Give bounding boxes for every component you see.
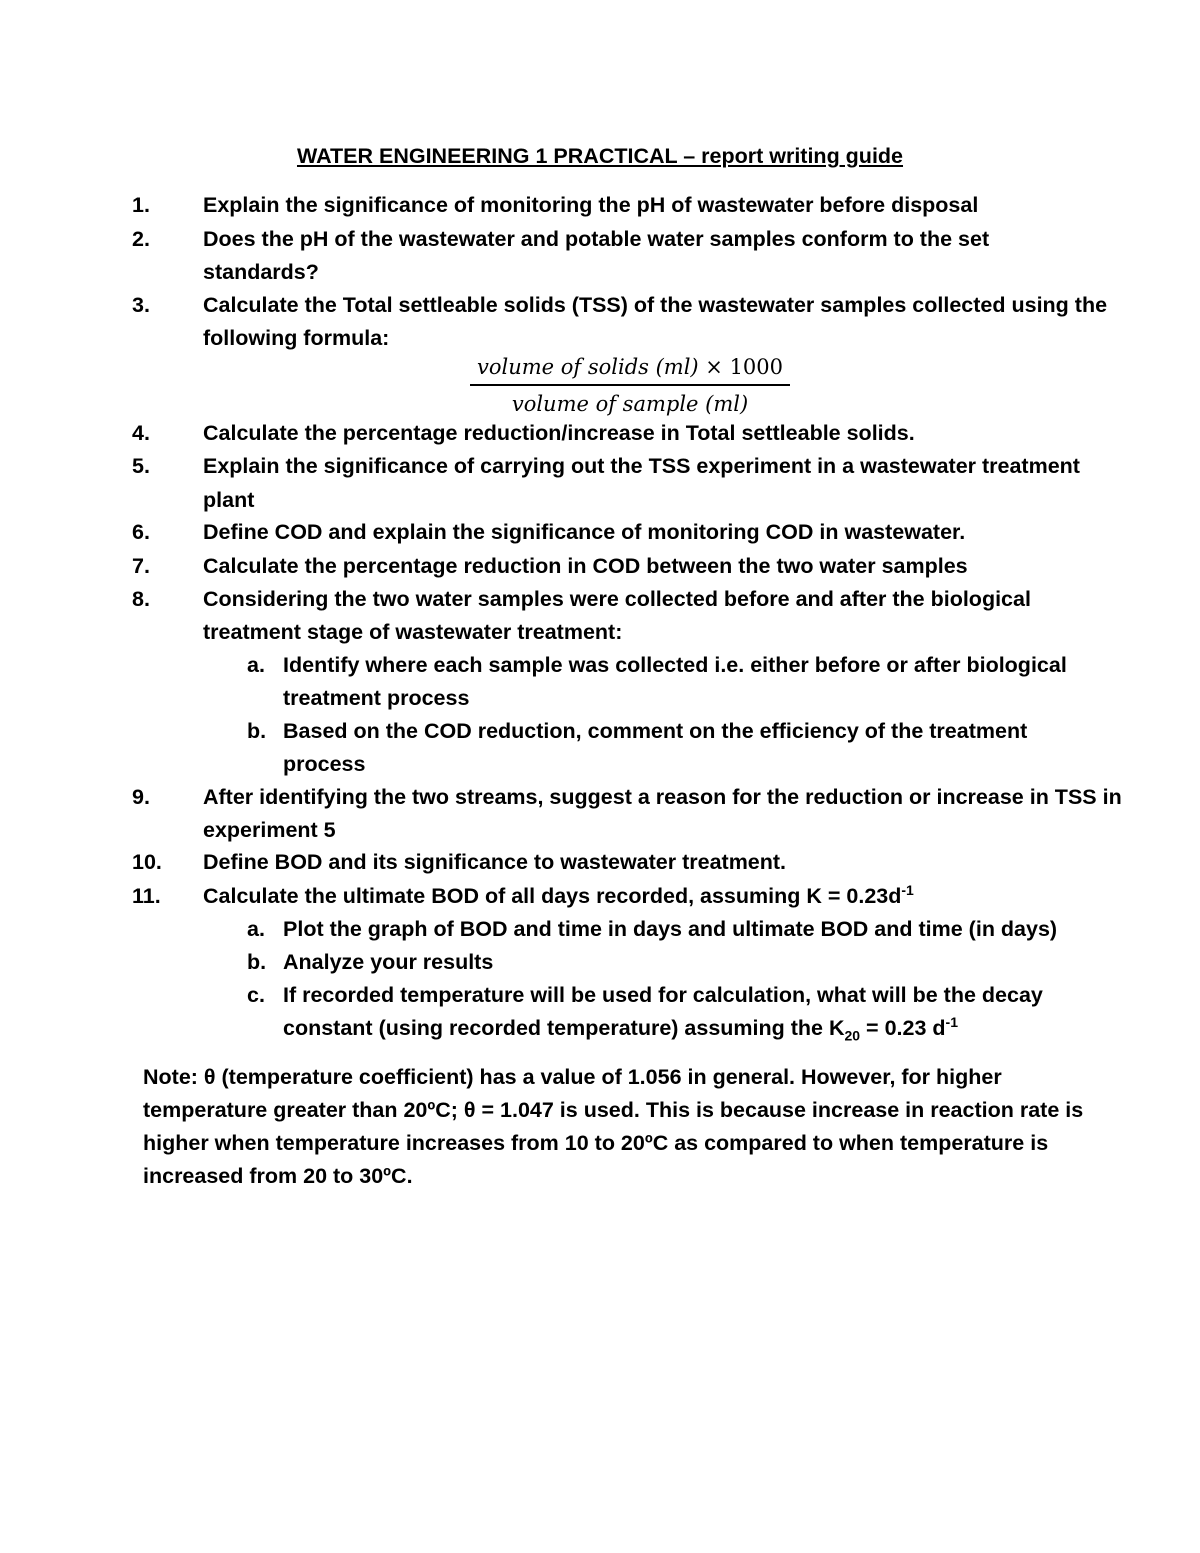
item-9-text-line-2: experiment 5 — [203, 818, 336, 842]
item-9-text-line-1: After identifying the two streams, suggest a reason for the reduction or increase in TSS in — [203, 785, 1122, 809]
formula-times-1000: × 1000 — [705, 355, 784, 379]
item-6-text: Define COD and explain the significance of monitoring COD in wastewater. — [203, 520, 966, 544]
item-8-text-line-2: treatment stage of wastewater treatment: — [203, 620, 623, 644]
item-2-number: 2. — [132, 227, 150, 251]
item-7-text: Calculate the percentage reduction in COD between the two water samples — [203, 554, 968, 578]
item-1-text: Explain the significance of monitoring the pH of wastewater before disposal — [203, 193, 979, 217]
item-11a-text: Plot the graph of BOD and time in days and ultimate BOD and time (in days) — [283, 917, 1058, 941]
tss-formula — [470, 352, 790, 418]
item-8b-text-line-1: Based on the COD reduction, comment on the efficiency of the treatment — [283, 719, 1028, 743]
item-11-superscript: -1 — [901, 881, 914, 898]
item-11c-text-line-1: If recorded temperature will be used for calculation, what will be the decay — [283, 983, 1043, 1007]
item-11a-letter: a. — [247, 917, 265, 941]
item-11c-text-line-2 — [283, 1013, 958, 1044]
item-8-text-line-1: Considering the two water samples were collected before and after the biological — [203, 587, 1031, 611]
item-11c-letter: c. — [247, 983, 265, 1007]
item-11-text — [203, 881, 914, 908]
item-11b-letter: b. — [247, 950, 267, 974]
item-4-text: Calculate the percentage reduction/increase in Total settleable solids. — [203, 421, 915, 445]
item-11-text-main: Calculate the ultimate BOD of all days recorded, assuming K = 0.23d — [203, 884, 902, 908]
item-5-text-line-1: Explain the significance of carrying out the TSS experiment in a wastewater treatment — [203, 454, 1080, 478]
item-8a-letter: a. — [247, 653, 265, 677]
document-title: WATER ENGINEERING 1 PRACTICAL – report writing guide — [296, 144, 904, 168]
item-1-number: 1. — [132, 193, 150, 217]
item-11-number: 11. — [132, 884, 161, 908]
note-line-2: temperature greater than 20ºC; θ = 1.047 is used. This is because increase in reaction rate is — [143, 1098, 1084, 1122]
item-10-text: Define BOD and its significance to wastewater treatment. — [203, 850, 787, 874]
item-3-text-line-2: following formula: — [203, 326, 390, 350]
item-10-number: 10. — [132, 850, 162, 874]
item-2-text-line-2: standards? — [203, 260, 319, 284]
formula-fraction-bar — [470, 384, 790, 386]
item-11c-subscript: 20 — [844, 1027, 861, 1044]
item-11b-text: Analyze your results — [283, 950, 494, 974]
item-3-number: 3. — [132, 293, 150, 317]
item-5-number: 5. — [132, 454, 150, 478]
item-5-text-line-2: plant — [203, 488, 255, 512]
item-11c-line2-pre: constant (using recorded temperature) assuming the K — [283, 1016, 845, 1040]
item-11c-superscript: -1 — [945, 1013, 958, 1030]
item-8a-text-line-1: Identify where each sample was collected i.e. either before or after biological — [283, 653, 1067, 677]
item-8a-text-line-2: treatment process — [283, 686, 470, 710]
item-3-text-line-1: Calculate the Total settleable solids (TSS) of the wastewater samples collected using the — [203, 293, 1108, 317]
item-2-text-line-1: Does the pH of the wastewater and potable water samples conform to the set — [203, 227, 990, 251]
item-8b-text-line-2: process — [283, 752, 366, 776]
item-7-number: 7. — [132, 554, 150, 578]
formula-numerator — [470, 352, 790, 382]
note-line-3: higher when temperature increases from 10 to 20ºC as compared to when temperature is — [143, 1131, 1049, 1155]
item-4-number: 4. — [132, 421, 150, 445]
item-8-number: 8. — [132, 587, 150, 611]
formula-denominator: volume of sample (ml) — [511, 392, 749, 416]
note-line-1: Note: θ (temperature coefficient) has a value of 1.056 in general. However, for higher — [143, 1065, 1002, 1089]
item-11c-line2-mid: = 0.23 d — [860, 1016, 946, 1040]
formula-numerator-text: volume of solids (ml) — [476, 355, 699, 379]
item-9-number: 9. — [132, 785, 150, 809]
item-8b-letter: b. — [247, 719, 267, 743]
item-6-number: 6. — [132, 520, 150, 544]
note-line-4: increased from 20 to 30ºC. — [143, 1164, 413, 1188]
